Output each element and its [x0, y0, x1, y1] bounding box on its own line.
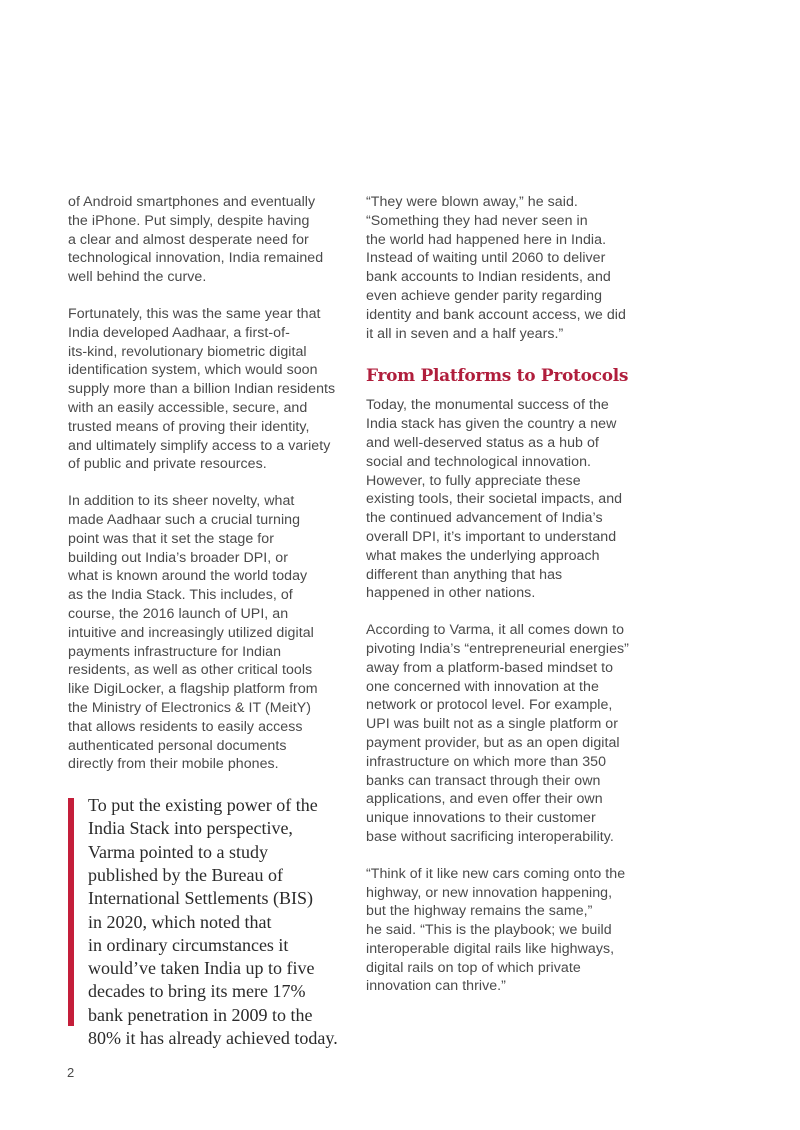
quote-line: 80% it has already achieved today. [88, 1028, 338, 1049]
quote-line: published by the Bureau of [88, 865, 283, 885]
text-line: payment provider, but as an open digital [366, 734, 620, 751]
text-line: one concerned with innovation at the [366, 678, 599, 695]
text-line: what makes the underlying approach [366, 547, 600, 564]
text-line: what is known around the world today [68, 568, 308, 585]
text-line: India developed Aadhaar, a first-of- [68, 324, 290, 341]
text-line: building out India’s broader DPI, or [68, 549, 289, 566]
body-paragraph [68, 193, 350, 287]
text-line: “Something they had never seen in [366, 212, 588, 229]
quote-line: To put the existing power of the [88, 795, 318, 816]
text-line: banks can transact through their own [366, 772, 601, 789]
text-line: UPI was built not as a single platform or [366, 716, 619, 733]
text-line: However, to fully appreciate these [366, 472, 581, 489]
text-line: with an easily accessible, secure, and [68, 399, 308, 416]
quote-line: Varma pointed to a study [88, 841, 268, 862]
text-line: applications, and even offer their own [366, 791, 603, 808]
text-line: trusted means of proving their identity, [68, 418, 310, 435]
text-line: pivoting India’s “entrepreneurial energies” [366, 640, 629, 657]
text-line: digital rails on top of which private [366, 959, 581, 976]
body-paragraph [366, 621, 650, 847]
text-line: technological innovation, India remained [68, 250, 324, 267]
text-line: as the India Stack. This includes, of [68, 587, 293, 604]
text-line: infrastructure on which more than 350 [366, 753, 607, 770]
text-line: made Aadhaar such a crucial turning [68, 511, 301, 528]
text-line: network or protocol level. For example, [366, 697, 613, 714]
text-line: Fortunately, this was the same year that [68, 305, 321, 322]
pull-quote-text [88, 794, 350, 1050]
quote-line: in ordinary circumstances it [88, 934, 289, 955]
page-number: 2 [67, 1065, 75, 1080]
text-line: the iPhone. Put simply, despite having [68, 212, 310, 229]
text-line: intuitive and increasingly utilized digital [68, 624, 314, 641]
quote-line: would’ve taken India up to five [88, 958, 315, 979]
text-line: authenticated personal documents [68, 737, 287, 754]
text-line: its-kind, revolutionary biometric digital [68, 343, 307, 360]
text-line: According to Varma, it all comes down to [366, 622, 625, 639]
section-heading: From Platforms to Protocols [366, 366, 629, 387]
text-line: of public and private resources. [68, 456, 267, 473]
text-line: overall DPI, it’s important to understand [366, 528, 617, 545]
text-line: and well-deserved status as a hub of [366, 434, 599, 451]
text-line: In addition to its sheer novelty, what [68, 493, 295, 510]
text-line: Instead of waiting until 2060 to deliver [366, 250, 606, 267]
text-line: social and technological innovation. [366, 453, 592, 470]
right-column [366, 193, 650, 1014]
text-line: unique innovations to their customer [366, 810, 596, 827]
text-line: point was that it set the stage for [68, 530, 275, 547]
text-line: identification system, which would soon [68, 362, 318, 379]
body-paragraph [68, 492, 350, 774]
text-line: even achieve gender parity regarding [366, 287, 603, 304]
body-paragraph [366, 865, 650, 997]
quote-line: International Settlements (BIS) [88, 888, 313, 909]
text-line: bank accounts to Indian residents, and [366, 269, 611, 286]
text-line: highway, or new innovation happening, [366, 884, 613, 901]
text-line: happened in other nations. [366, 585, 536, 602]
body-paragraph [366, 396, 650, 603]
text-line: the Ministry of Electronics & IT (MeitY) [68, 699, 311, 716]
body-paragraph [366, 193, 650, 343]
text-line: a clear and almost desperate need for [68, 231, 309, 248]
text-line: the world had happened here in India. [366, 231, 607, 248]
text-line: well behind the curve. [68, 269, 207, 286]
pull-quote [68, 794, 350, 1050]
quote-line: bank penetration in 2009 to the [88, 1004, 313, 1025]
pull-quote-accent-bar [68, 798, 74, 1026]
text-line: Today, the monumental success of the [366, 397, 609, 414]
text-line: like DigiLocker, a flagship platform from [68, 681, 318, 698]
text-line: base without sacrificing interoperability. [366, 828, 614, 845]
text-line: innovation can thrive.” [366, 978, 506, 995]
text-line: existing tools, their societal impacts, and [366, 491, 623, 508]
text-line: course, the 2016 launch of UPI, an [68, 605, 289, 622]
quote-line: in 2020, which noted that [88, 911, 272, 932]
text-line: and ultimately simplify access to a variety [68, 437, 331, 454]
text-line: different than anything that has [366, 566, 563, 583]
text-line: interoperable digital rails like highways, [366, 940, 615, 957]
left-column [68, 193, 350, 1050]
quote-line: decades to bring its mere 17% [88, 981, 306, 1002]
text-line: India stack has given the country a new [366, 416, 617, 433]
text-line: residents, as well as other critical tools [68, 662, 313, 679]
text-line: “Think of it like new cars coming onto the [366, 865, 626, 882]
text-line: of Android smartphones and eventually [68, 194, 316, 210]
quote-line: India Stack into perspective, [88, 818, 293, 839]
text-line: that allows residents to easily access [68, 718, 303, 735]
text-line: supply more than a billion Indian residents [68, 381, 336, 398]
text-line: away from a platform-based mindset to [366, 659, 614, 676]
text-line: payments infrastructure for Indian [68, 643, 282, 660]
body-paragraph [68, 305, 350, 474]
text-line: it all in seven and a half years.” [366, 325, 564, 342]
text-line: identity and bank account access, we did [366, 306, 626, 323]
text-line: but the highway remains the same,” [366, 903, 593, 920]
text-line: the continued advancement of India’s [366, 510, 603, 527]
text-line: he said. “This is the playbook; we build [366, 922, 612, 939]
text-line: directly from their mobile phones. [68, 756, 279, 773]
text-line: “They were blown away,” he said. [366, 194, 578, 210]
